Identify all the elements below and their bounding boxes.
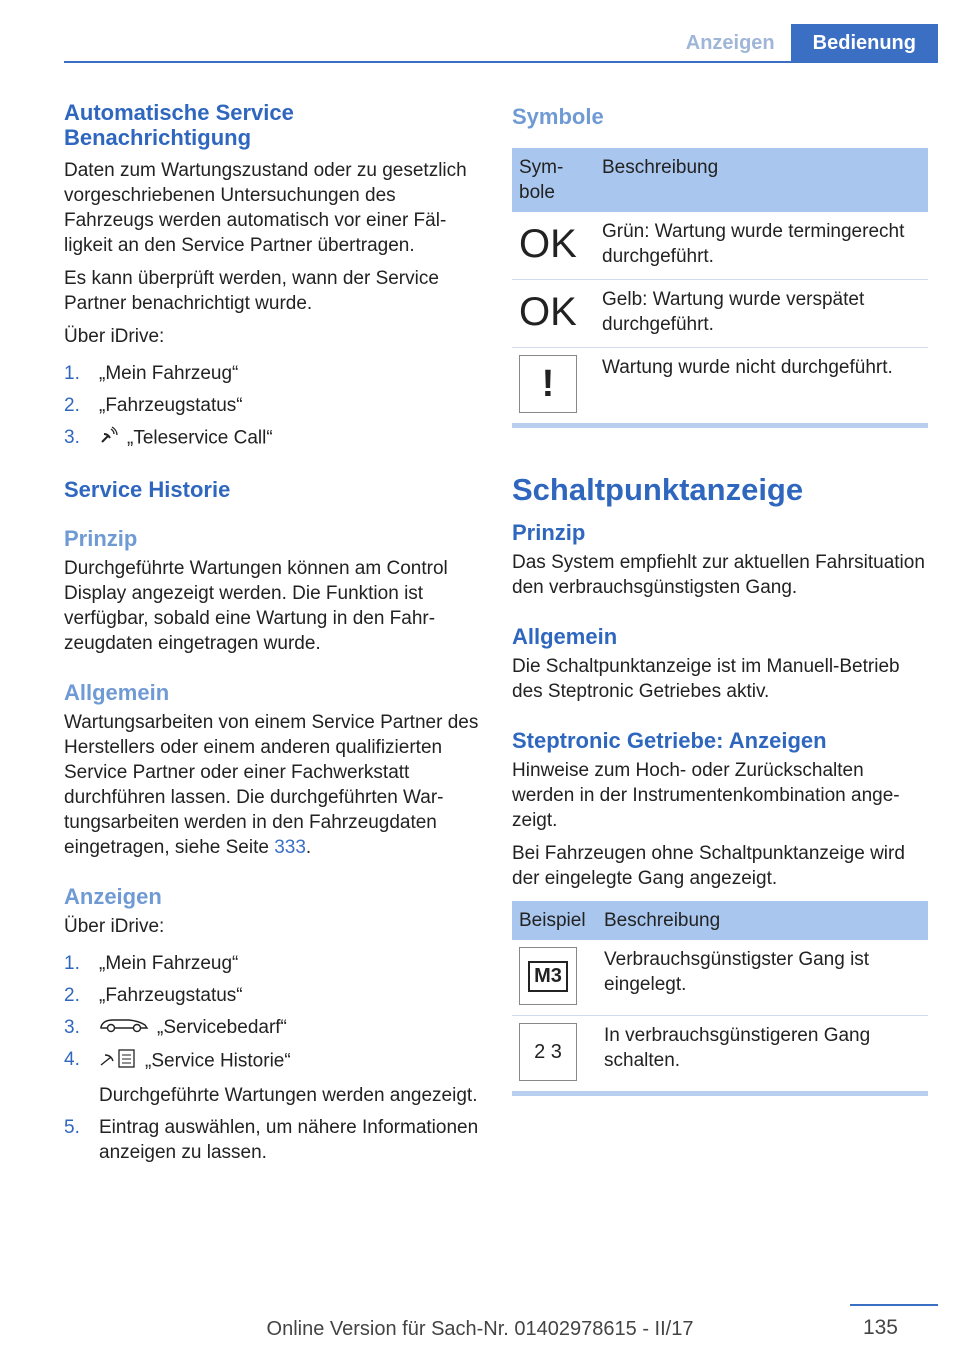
- list-item: 3. „Teleservice Call“: [64, 425, 479, 452]
- tab-chapter[interactable]: Bedienung: [791, 24, 938, 62]
- table-row: 2 3 In verbrauchsgünstigeren Gang schalten.: [512, 1016, 928, 1092]
- auto-title: Automatische Service Benachrichtigung: [64, 100, 294, 150]
- table-end-bar: [512, 1091, 928, 1096]
- footer-text: Online Version für Sach-Nr. 01402978615 - II/17: [266, 1318, 694, 1340]
- ok-green-icon: OK: [519, 222, 577, 266]
- steptronic-paragraph-1: Hinweise zum Hoch- oder Zurückschalten werden in der Instrumentenkombination angezeigt.: [512, 760, 900, 831]
- ok-yellow-icon: OK: [519, 290, 577, 334]
- auto-steps: [64, 361, 479, 452]
- anzeigen-paragraph: Über iDrive:: [64, 916, 165, 937]
- table-header: Beschreibung: [597, 901, 928, 940]
- list-item: 2. „Fahrzeugstatus“: [64, 985, 243, 1006]
- tab-section[interactable]: Anzeigen: [685, 32, 775, 54]
- auto-paragraph-1: Daten zum Wartungszustand oder zu gesetzlich vorgeschriebenen Untersuchungen des Fahrzeugs werden automatisch vor einer Fälligkeit an den Service Partner übertragen.: [64, 160, 467, 256]
- steptronic-paragraph-2: Bei Fahrzeugen ohne Schaltpunktanzeige wird der eingelegte Gang angezeigt.: [512, 843, 905, 889]
- allgemein-title-right: Allgemein: [512, 624, 618, 649]
- symbole-title: Symbole: [512, 104, 604, 129]
- list-item: 4. „Service Historie“ Durchgeführte Wartungen werden angezeigt.: [64, 1049, 478, 1107]
- table-header: Beispiel: [512, 901, 597, 940]
- auto-paragraph-3: Über iDrive:: [64, 326, 165, 347]
- allgemein-paragraph-right: Die Schaltpunktanzeige ist im Manuell-Betrieb des Steptronic Getriebes aktiv.: [512, 656, 900, 702]
- steptronic-title: Steptronic Getriebe: Anzeigen: [512, 728, 827, 753]
- page-number: 135: [862, 1316, 898, 1339]
- step-4-note: Durchgeführte Wartungen werden angezeigt.: [99, 1085, 478, 1107]
- list-item: 5. Eintrag auswählen, um nähere Informationen anzeigen zu lassen.: [64, 1117, 479, 1164]
- prinzip-title: Prinzip: [64, 526, 138, 551]
- prinzip-title-right: Prinzip: [512, 520, 586, 545]
- gear-m3-icon: M3: [519, 947, 577, 1005]
- allgemein-paragraph: Wartungsarbeiten von einem Service Partner des Herstellers oder einem anderen qualifizierten Service Partner oder einer Fachwerkstatt durchführen lassen. Die durchgeführten Wartungsarbeiten werden in den Fahrzeugdaten eingetragen, siehe Seite 333.: [64, 712, 479, 858]
- shift-up-icon: 2 3: [519, 1023, 577, 1081]
- table-row: OK Gelb: Wartung wurde verspätet durchgeführt.: [512, 280, 928, 348]
- teleservice-icon: [99, 425, 119, 452]
- anzeigen-title: Anzeigen: [64, 884, 162, 909]
- schaltpunkt-title: Schaltpunktanzeige: [512, 472, 804, 507]
- left-column: [64, 100, 479, 1172]
- page-number-divider: [850, 1304, 938, 1306]
- allgemein-title: Allgemein: [64, 680, 170, 705]
- page-header: [670, 24, 938, 62]
- auto-paragraph-2: Es kann überprüft werden, wann der Service Partner benachrichtigt wurde.: [64, 268, 439, 314]
- example-table: [512, 901, 928, 1091]
- table-header: Symbole: [512, 148, 595, 212]
- exclamation-icon: !: [519, 355, 577, 413]
- list-item: 2. „Fahrzeugstatus“: [64, 395, 243, 416]
- history-title: Service Historie: [64, 477, 231, 502]
- page-link[interactable]: 333: [274, 837, 306, 858]
- symbol-table: [512, 148, 928, 423]
- anzeigen-steps: [64, 951, 479, 1165]
- table-header: Beschreibung: [595, 148, 928, 212]
- list-item: 1. „Mein Fahrzeug“: [64, 363, 239, 384]
- table-row: M3 Verbrauchsgünstigster Gang ist eingelegt.: [512, 940, 928, 1016]
- list-item: 1. „Mein Fahrzeug“: [64, 953, 239, 974]
- prinzip-paragraph-right: Das System empfiehlt zur aktuellen Fahrsituation den verbrauchsgünstigsten Gang.: [512, 552, 925, 598]
- table-row: OK Grün: Wartung wurde termingerecht durchgeführt.: [512, 212, 928, 280]
- list-item: 3. „Servicebedarf“: [64, 1015, 479, 1040]
- prinzip-paragraph: Durchgeführte Wartungen können am Control Display angezeigt werden. Die Funktion ist verfügbar, sobald eine Wartung in den Fahrzeugdaten eingetragen wurde.: [64, 558, 448, 654]
- service-history-icon: [99, 1047, 137, 1076]
- car-icon: [99, 1015, 149, 1040]
- table-row: ! Wartung wurde nicht durchgeführt.: [512, 348, 928, 424]
- header-divider: [64, 61, 938, 63]
- right-column: [512, 100, 928, 1096]
